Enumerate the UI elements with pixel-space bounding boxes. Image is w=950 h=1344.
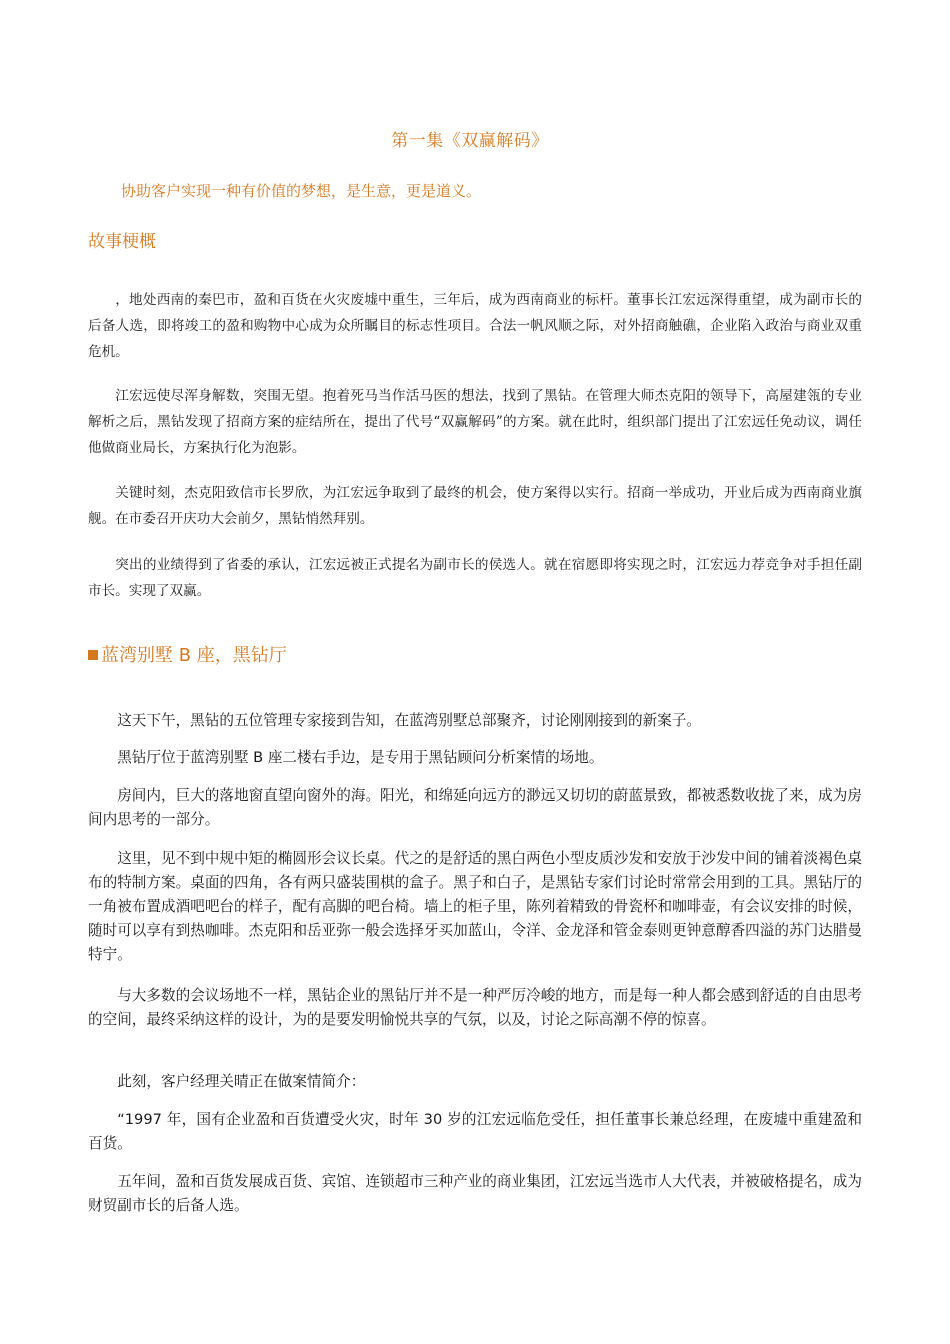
body-paragraph: 这天下午，黑钻的五位管理专家接到告知，在蓝湾别墅总部聚齐，讨论刚刚接到的新案子。: [117, 712, 701, 729]
square-bullet-icon: [88, 650, 98, 660]
section-heading-location-text: 蓝湾别墅 B 座，黑钻厅: [101, 645, 287, 666]
body-paragraph: 五年间，盈和百货发展成百货、宾馆、连锁超市三种产业的商业集团，江宏远当选市人大代表，并被破格提名，成为财贸副市长的后备人选。: [88, 1173, 862, 1214]
body-paragraph: 这里，见不到中规中矩的椭圆形会议长桌。代之的是舒适的黑白两色小型皮质沙发和安放于沙发中间的铺着淡褐色桌布的特制方案。桌面的四角，各有两只盛装围棋的盒子。黑子和白子，是黑钻专家们讨论时常常会用到的工具。黑钻厅的一角被布置成酒吧吧台的样子，配有高脚的吧台椅。墙上的柜子里，陈列着精致的骨瓷杯和咖啡壶，有会议安排的时候，随时可以享有到热咖啡。杰克阳和岳亚弥一般会选择牙买加蓝山，令洋、金龙泽和管金泰则更钟意醇香四溢的苏门达腊曼特宁。: [88, 850, 862, 963]
body-paragraph: 此刻，客户经理关晴正在做案情简介：: [117, 1073, 366, 1090]
summary-paragraph: 关键时刻，杰克阳致信市长罗欣，为江宏远争取到了最终的机会，使方案得以实行。招商一举成功，开业后成为西南商业旗舰。在市委召开庆功大会前夕，黑钻悄然拜别。: [88, 485, 862, 527]
body-paragraph: 与大多数的会议场地不一样，黑钻企业的黑钻厅并不是一种严厉冷峻的地方，而是每一种人都会感到舒适的自由思考的空间，最终采纳这样的设计，为的是要发明愉悦共享的气氛，以及，讨论之际高潮不停的惊喜。: [88, 987, 862, 1028]
body-paragraph: 黑钻厅位于蓝湾别墅 B 座二楼右手边，是专用于黑钻顾问分析案情的场地。: [117, 749, 604, 766]
episode-title: 第一集《双赢解码》: [391, 131, 549, 151]
section-heading-location: [88, 641, 287, 667]
summary-paragraph: ，地处西南的秦巴市，盈和百货在火灾废墟中重生，三年后，成为西南商业的标杆。董事长江宏远深得重望，成为副市长的后备人选，即将竣工的盈和购物中心成为众所瞩目的标志性项目。合法一帆风顺之际，对外招商触礁，企业陷入政治与商业双重危机。: [88, 292, 862, 360]
summary-paragraph: 突出的业绩得到了省委的承认，江宏远被正式提名为副市长的侯选人。就在宿愿即将实现之时，江宏远力荐竞争对手担任副市长。实现了双赢。: [88, 557, 862, 599]
body-paragraph: 房间内，巨大的落地窗直望向窗外的海。阳光，和绵延向远方的渺远又切切的蔚蓝景致，都被悉数收拢了来，成为房间内思考的一部分。: [88, 787, 862, 828]
body-paragraph: “1997 年，国有企业盈和百货遭受火灾，时年 30 岁的江宏远临危受任，担任董事长兼总经理，在废墟中重建盈和百货。: [88, 1111, 862, 1152]
tagline: 协助客户实现一种有价值的梦想，是生意，更是道义。: [121, 182, 482, 200]
summary-paragraph: 江宏远使尽浑身解数，突围无望。抱着死马当作活马医的想法，找到了黑钻。在管理大师杰克阳的领导下，高屋建瓴的专业解析之后，黑钻发现了招商方案的症结所在，提出了代号“双赢解码”的方案。就在此时，组织部门提出了江宏远任免动议，调任他做商业局长，方案执行化为泡影。: [88, 388, 862, 456]
section-heading-synopsis: 故事梗概: [88, 232, 156, 252]
